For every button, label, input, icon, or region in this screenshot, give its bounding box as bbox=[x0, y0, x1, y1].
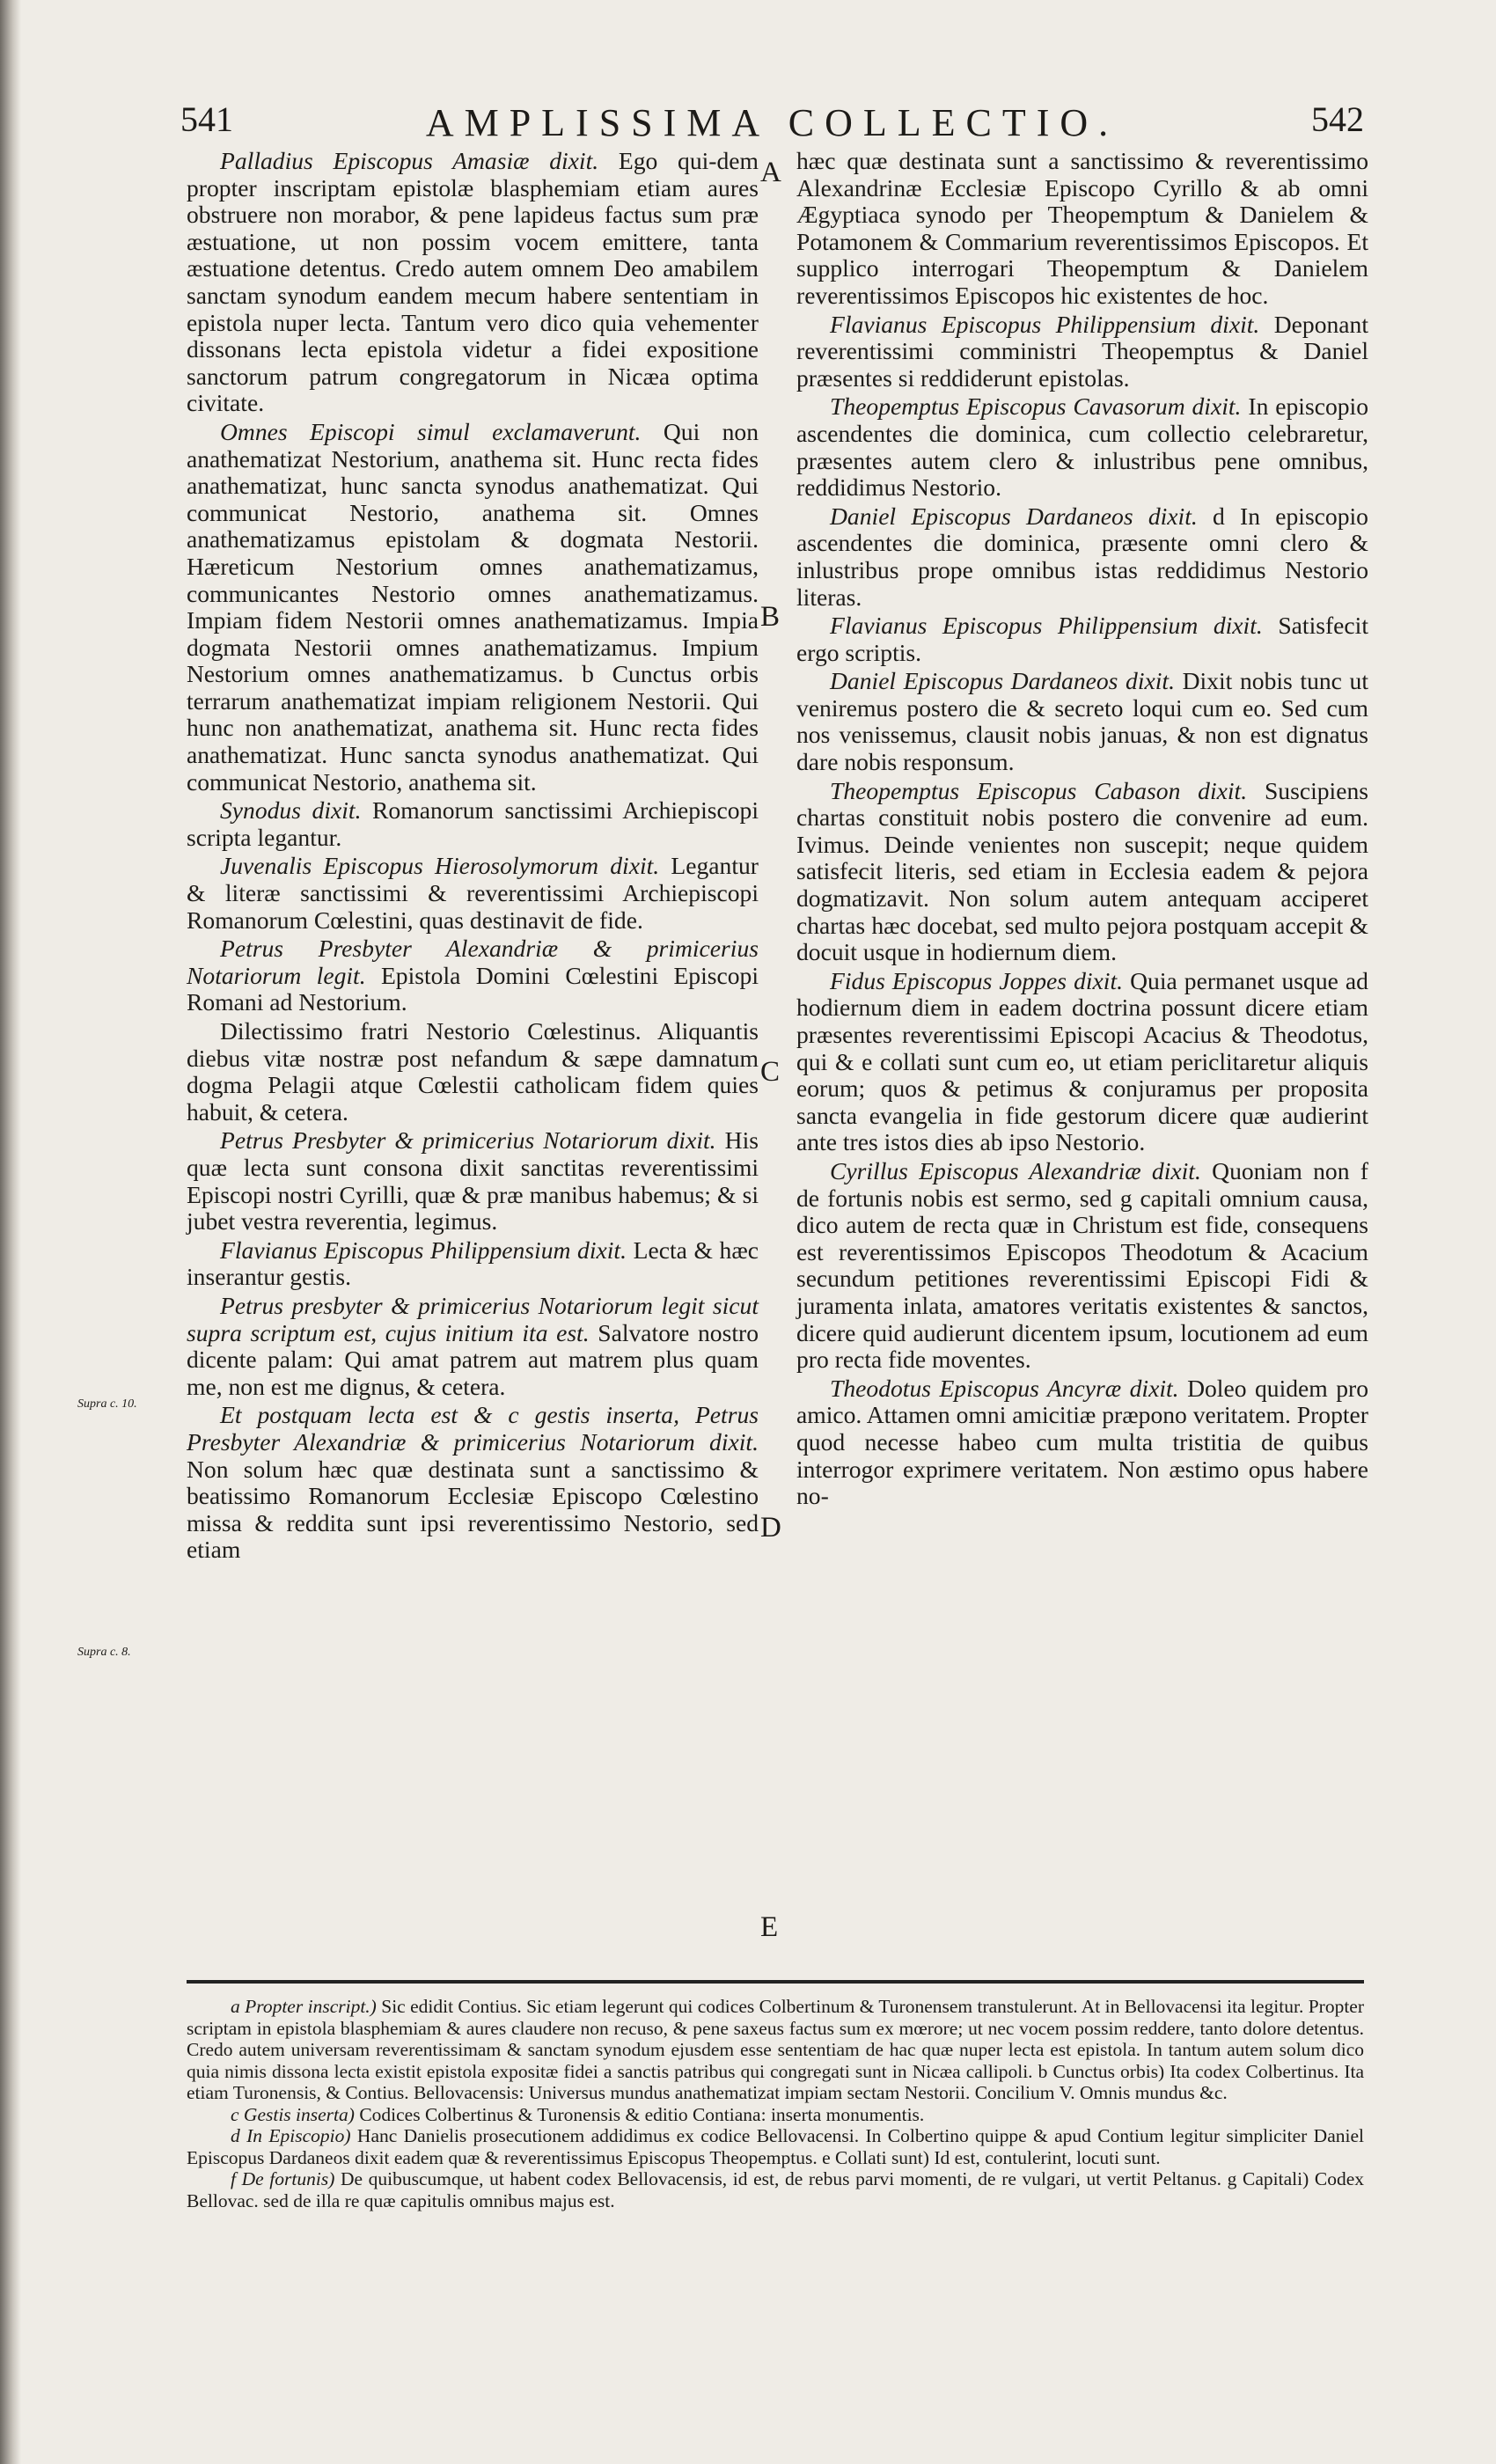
paragraph bbox=[187, 1127, 759, 1235]
footnote bbox=[187, 2125, 1364, 2168]
footnote-text: De quibuscumque, ut habent codex Bellovacensis, id est, de rebus parvi momenti, de re vulgari, ut vertit Peltanus. g Capitali) Codex Bellovac. sed de illa re quæ capitulis omnibus majus est. bbox=[187, 2168, 1364, 2211]
paragraph-text: Lecta & hæc inserantur gestis. bbox=[187, 1236, 759, 1291]
footnote bbox=[187, 2104, 1364, 2126]
margin-note: Supra c. 10. bbox=[77, 1397, 137, 1411]
footnote-text: Hanc Danielis prosecutionem addidimus ex codice Bellovacensi. In Colbertino quippe & apud Contium legitur simpliciter Daniel Episcopus Dardaneos dixit eadem quæ & reverentissimus Episcopus Theopemptus. e Collati sunt) Id est, contulerint, locuti sunt. bbox=[187, 2125, 1364, 2168]
paragraph-text: Salvatore nostro dicente palam: Qui amat patrem aut matrem plus quam me, non est me dignus, & cetera. bbox=[187, 1318, 759, 1400]
margin-letter-d: D bbox=[760, 1512, 781, 1544]
speaker: Flavianus Episcopus Philippensium dixit. bbox=[830, 612, 1263, 640]
paragraph-text: Deponant reverentissimi comministri Theopemptus & Daniel præsentes si reddiderunt epistolas. bbox=[796, 310, 1368, 392]
speaker: Theopemptus Episcopus Cavasorum dixit. bbox=[830, 392, 1242, 421]
paragraph-text: Epistola Domini Cœlestini Episcopi Romani ad Nestorium. bbox=[187, 961, 759, 1016]
speaker: Daniel Episcopus Dardaneos dixit. bbox=[830, 502, 1198, 530]
paragraph-text: Ego qui-dem propter inscriptam epistolæ blasphemiam etiam aures obstruere non morabor, & pene lapideus factus sum præ æstuatione, ut non possim vocem emittere, tanta æstuatione detentus. Credo autem omnem Deo amabilem sanctam synodum eandem mecum habere sententiam in epistola nuper lecta. Tantum vero dico quia vehementer dissonans lecta epistola videtur a fidei expositione sanctorum patrum congregatorum in Nicæa optima civitate. bbox=[187, 147, 759, 417]
right-column bbox=[796, 148, 1368, 1512]
paragraph bbox=[796, 148, 1368, 310]
paragraph bbox=[187, 1237, 759, 1291]
speaker: Petrus Presbyter Alexandriæ & primicerius Notariorum legit. bbox=[187, 935, 759, 989]
page-edge-shadow bbox=[0, 0, 21, 2464]
footnote bbox=[187, 2168, 1364, 2211]
paragraph-text: Quoniam non f de fortunis nobis est sermo, sed g capitali omnium causa, dico autem de recta quæ in Christum est fide, consequens est reverentissimos Episcopos Theodotum & Acacium secundum petitiones reverentissimi Episcopi Fidi & juramenta inlata, amatores veritatis existentes & sanctos, dicere quid audierunt dicentem ipsum, locutionem ad eum pro recta fide moventes. bbox=[796, 1156, 1368, 1374]
speaker: Theodotus Episcopus Ancyræ dixit. bbox=[830, 1374, 1179, 1402]
margin-letter-c: C bbox=[760, 1056, 781, 1088]
paragraph-text: Dilectissimo fratri Nestorio Cœlestinus. Aliquantis diebus vitæ nostræ post nefandum & sæpe damnatum dogma Pelagii atque Cœlestii catholicam fidem quies habuit, & cetera. bbox=[187, 1017, 759, 1126]
speaker: Omnes Episcopi simul exclamaverunt. bbox=[220, 417, 642, 445]
footnotes bbox=[187, 1996, 1364, 2211]
paragraph bbox=[796, 312, 1368, 392]
paragraph bbox=[187, 419, 759, 796]
running-head: AMPLISSIMA COLLECTIO. bbox=[425, 101, 1119, 144]
page-header bbox=[180, 99, 1364, 151]
paragraph bbox=[796, 668, 1368, 775]
footnote-lemma: c Gestis inserta) bbox=[231, 2103, 355, 2125]
paragraph-text: His quæ lecta sunt consona dixit sanctitas reverentissimi Episcopi nostri Cyrilli, quæ & præ manibus habemus; & si jubet vestra reverentia, legimus. bbox=[187, 1126, 759, 1236]
paragraph-text: Doleo quidem pro amico. Attamen omni amicitiæ præpono veritatem. Propter quod necesse habeo cum multa tristitia de quibus interrogor exprimere veritatem. Non æstimo opus habere no- bbox=[796, 1374, 1368, 1510]
paragraph-text: Suscipiens chartas constituit nobis postero die convenire ad eum. Ivimus. Deinde venientes non suscepit; neque quidem satisfecit literis, sed etiam in Ecclesia eadem & pejora dogmatizavit. Non solum autem antequam acciperet chartas hæc docebat, sed multo pejora postquam accepit & docuit usque in hodiernum diem. bbox=[796, 776, 1368, 966]
paragraph bbox=[796, 393, 1368, 501]
speaker: Petrus Presbyter & primicerius Notariorum dixit. bbox=[220, 1126, 716, 1155]
paragraph-text: d In episcopio ascendentes die dominica, præsente omni clero & inlustribus prope omnibus istas reddidimus Nestorio literas. bbox=[796, 502, 1368, 611]
speaker: Synodus dixit. bbox=[220, 796, 362, 825]
paragraph bbox=[187, 853, 759, 934]
left-column bbox=[187, 148, 759, 1566]
margin-letter-b: B bbox=[760, 601, 781, 633]
speaker: Flavianus Episcopus Philippensium dixit. bbox=[220, 1236, 627, 1264]
speaker: Theopemptus Episcopus Cabason dixit. bbox=[830, 776, 1248, 804]
paragraph bbox=[796, 1375, 1368, 1510]
paragraph bbox=[187, 1402, 759, 1564]
speaker: Cyrillus Episcopus Alexandriæ dixit. bbox=[830, 1156, 1201, 1184]
page-number-left: 541 bbox=[180, 99, 233, 139]
margin-note: Supra c. 8. bbox=[77, 1646, 131, 1659]
paragraph bbox=[187, 148, 759, 417]
footnote-divider bbox=[187, 1980, 1364, 1984]
speaker: Flavianus Episcopus Philippensium dixit. bbox=[830, 310, 1260, 338]
paragraph-text: hæc quæ destinata sunt a sanctissimo & reverentissimo Alexandrinæ Ecclesiæ Episcopo Cyrillo & ab omni Ægyptiaca synodo per Theopemptum & Danielem & Potamonem & Commarium reverentissimos Episcopos. Et supplico interrogari Theopemptum & Danielem reverentissimos Episcopos hic existentes de hoc. bbox=[796, 147, 1368, 309]
speaker: Palladius Episcopus Amasiæ dixit. bbox=[220, 147, 599, 174]
paragraph bbox=[796, 778, 1368, 966]
paragraph-text: Qui non anathematizat Nestorium, anathema sit. Hunc recta fides anathematizat, hunc sancta synodus anathematizat. Qui communicat Nestorio, anathema sit. Omnes anathematizamus epistolam & dogmata Nestorii. Hæreticum Nestorium omnes anathematizamus, communicantes Nestorio omnes anathematizamus. Impiam fidem Nestorii omnes anathematizamus. Impia dogmata Nestorii omnes anathematizamus. Impium Nestorium omnes anathematizamus. b Cunctus orbis terrarum anathematizat impiam religionem Nestorii. Qui hunc non anathematizat, anathema sit. Hunc recta fides anathematizat. Hunc sancta synodus anathematizat. Qui communicat Nestorio, anathema sit. bbox=[187, 417, 759, 796]
footnote-lemma: f De fortunis) bbox=[231, 2168, 335, 2189]
paragraph-text: Romanorum sanctissimi Archiepiscopi scripta legantur. bbox=[187, 796, 759, 851]
paragraph-text: Legantur & literæ sanctissimi & reverentissimi Archiepiscopi Romanorum Cœlestini, quas destinavit de fide. bbox=[187, 852, 759, 934]
margin-letter-e: E bbox=[760, 1911, 779, 1943]
speaker: Et postquam lecta est & c gestis inserta, Petrus Presbyter Alexandriæ & primicerius Notariorum dixit. bbox=[187, 1401, 759, 1456]
speaker: Daniel Episcopus Dardaneos dixit. bbox=[830, 667, 1175, 695]
paragraph bbox=[187, 1018, 759, 1126]
footnote bbox=[187, 1996, 1364, 2104]
footnote-lemma: d In Episcopio) bbox=[231, 2125, 351, 2146]
paragraph bbox=[187, 797, 759, 851]
paragraph bbox=[796, 968, 1368, 1156]
paragraph bbox=[796, 612, 1368, 666]
paragraph-text: Satisfecit ergo scriptis. bbox=[796, 612, 1368, 666]
paragraph bbox=[187, 1293, 759, 1400]
speaker: Petrus presbyter & primicerius Notariorum legit sicut supra scriptum est, cujus initium ita est. bbox=[187, 1291, 759, 1346]
paragraph bbox=[187, 935, 759, 1016]
margin-letter-a: A bbox=[760, 157, 781, 188]
speaker: Juvenalis Episcopus Hierosolymorum dixit. bbox=[220, 852, 660, 880]
footnote-text: Sic edidit Contius. Sic etiam legerunt qui codices Colbertinum & Turonensem transtulerunt. At in Bellovacensi ita legitur. Propter scriptam in epistola blasphemiam & aures claudere non recuso, & pene saxeus factus sum ex mœrore; ut nec vocem possim reddere, tanto dolore detentus. Credo autem universam reverentissimam & sanctam synodum ejusdem esse sententiam de hac quæ nuper lecta est epistola. In tantum autem solum dico quia nimis dissona lecta existit epistola expositæ fidei a sanctis patribus qui congregati sunt in Nicæa callipoli. b Cunctus orbis) Ita codex Colbertinus. Ita etiam Turonensis, & Contius. Bellovacensis: Universus mundus anathematizat impiam sectam Nestorii. Concilium V. Omnis mundus &c. bbox=[187, 1996, 1365, 2103]
paragraph-text: Non solum hæc quæ destinata sunt a sanctissimo & beatissimo Romanorum Ecclesiæ Episcopo Cœlestino missa & reddita sunt ipsi reverentissimo Nestorio, sed etiam bbox=[187, 1455, 759, 1564]
footnote-text: Codices Colbertinus & Turonensis & editio Contiana: inserta monumentis. bbox=[359, 2103, 925, 2125]
paragraph-text: Dixit nobis tunc ut veniremus postero die & secreto loqui cum eo. Sed cum nos venissemus, clausit nobis januas, & non est dignatus dare nobis responsum. bbox=[796, 667, 1368, 776]
paragraph-text: In episcopio ascendentes die dominica, cum collectio celebraretur, præsentes autem clero & inlustribus pene omnibus, reddidimus Nestorio. bbox=[796, 392, 1369, 502]
paragraph-text: Quia permanet usque ad hodiernum diem in eadem doctrina possunt dicere etiam præsentes reverentissimi Episcopi Acacius & Theodotus, qui & e collati sunt cum eo, ut etiam periclitaretur aliquis eorum; quos & petimus & conjuramus per proposita sancta evangelia in fide gestorum dicere quæ audierint ante tres istos dies ab ipso Nestorio. bbox=[796, 966, 1368, 1156]
page-number-right: 542 bbox=[1311, 99, 1364, 139]
paragraph bbox=[796, 1158, 1368, 1374]
speaker: Fidus Episcopus Joppes dixit. bbox=[830, 966, 1124, 994]
footnote-lemma: a Propter inscript.) bbox=[231, 1996, 377, 2017]
paragraph bbox=[796, 503, 1368, 611]
